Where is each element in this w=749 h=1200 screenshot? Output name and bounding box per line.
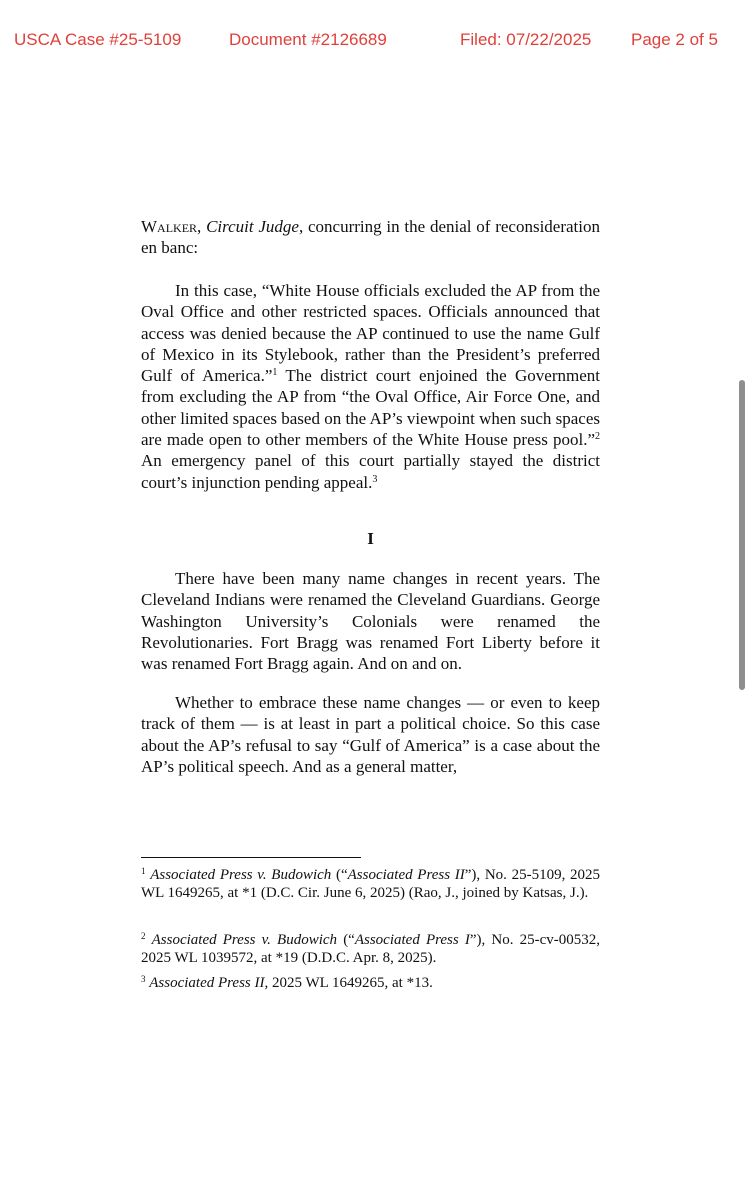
footnote-3: $^3$ Associated Press II, 2025 WL 1649265, at *13. (141, 974, 433, 991)
footnote-ref-3[interactable]: 3 (372, 473, 378, 485)
case-number: USCA Case #25-5109 (14, 30, 182, 49)
paragraph-3: Whether to embrace these name changes — or even to keep track of them — is at least in part a political choice. So this case about the AP’s refusal to say “Gulf of America” is a case about the AP’s political speech. And as a general matter, (141, 693, 600, 776)
opinion-heading: Walker, Circuit Judge, concurring in the denial of reconsideration en banc: (141, 217, 600, 258)
footnote-ref-1[interactable]: 1 (272, 367, 278, 379)
footnote-2: $^2$ Associated Press v. Budowich (“Associated Press I”), No. 25-cv-00532, 2025 WL 1039572, at *19 (D.D.C. Apr. 8, 2025). (141, 931, 600, 967)
judge-name: Walker (141, 217, 198, 236)
footnote-1: $^1$ Associated Press v. Budowich (“Associated Press II”), No. 25-5109, 2025 WL 1649265, at *1 (D.C. Cir. June 6, 2025) (Rao, J., joined by Katsas, J.). (141, 866, 601, 902)
paragraph-2: There have been many name changes in recent years. The Cleveland Indians were renamed the Cleveland Guardians. George Washington University’s Colonials were renamed the Revolutionaries. Fort Bragg was renamed Fort Liberty before it was renamed Fort Bragg again. And on and on. (141, 569, 600, 674)
paragraph-1: In this case, “White House officials excluded the AP from the Oval Office and other restricted spaces. Officials announced that access was denied because the AP continued to use the name Gulf of Mexico in its Stylebook, rather than the President’s preferred Gulf of America.”$^1$ The district court enjoined the Government from excluding the AP from “the Oval Office, Air Force One, and other limited spaces based on the AP’s viewpoint when such spaces are made open to other members of the White House press pool.”$^2$ An emergency panel of this court partially stayed the district court’s injunction pending appeal.$^3$ (141, 281, 600, 492)
section-heading: I (367, 529, 374, 548)
filing-header (0, 30, 749, 54)
filed-date: Filed: 07/22/2025 (460, 30, 592, 49)
footnote-divider (141, 857, 361, 858)
document-number: Document #2126689 (229, 30, 387, 49)
vertical-scrollbar[interactable] (739, 380, 745, 690)
page-indicator: Page 2 of 5 (631, 30, 718, 49)
heading-rest: , concurring in the denial of reconsideration en banc: (141, 217, 600, 258)
footnote-ref-2[interactable]: 2 (595, 431, 600, 443)
judge-title: Circuit Judge (206, 217, 299, 236)
